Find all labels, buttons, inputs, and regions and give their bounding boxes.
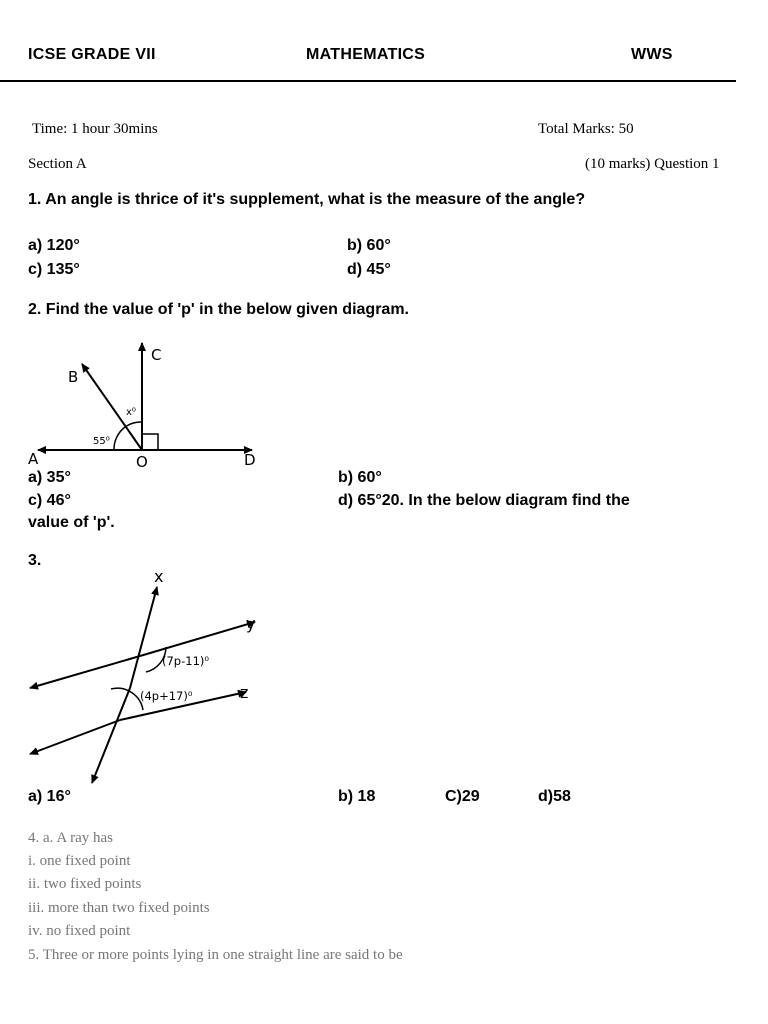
angle-x-label: x⁰ [126,407,136,418]
q4-option-iv: iv. no fixed point [28,923,131,939]
q2-option-d: d) 65°20. In the below diagram find the [338,492,630,509]
label-B: B [68,368,79,386]
question-5-text: 5. Three or more points lying in one straight line are said to be [28,947,403,963]
q1-option-a: a) 120° [28,237,80,254]
header-school: WWS [631,46,673,63]
q3-option-c: C)29 [445,788,480,805]
header-subject: MATHEMATICS [306,46,426,63]
q1-option-d: d) 45° [347,261,391,278]
q1-option-c: c) 135° [28,261,80,278]
total-marks: Total Marks: 50 [538,121,634,137]
label-C: C [151,346,162,364]
question-4-text: 4. a. A ray has [28,830,113,846]
question-3-number: 3. [28,552,42,569]
q3-option-b: b) 18 [338,788,376,805]
q2-option-continuation: value of 'p'. [28,514,115,531]
q2-option-b: b) 60° [338,469,382,486]
section-title: Section A [28,156,87,172]
section-marks: (10 marks) Question 1 [585,156,720,172]
label-z: z [240,683,249,702]
parallel-lines-diagram-q3 [20,565,280,790]
q4-option-iii: iii. more than two fixed points [28,900,210,916]
question-2-text: 2. Find the value of 'p' in the below given diagram. [28,301,409,318]
label-x: x [154,567,164,586]
label-D: D [244,451,256,469]
header-rule-right [243,80,736,82]
q4-option-i: i. one fixed point [28,853,131,869]
question-1-text: 1. An angle is thrice of it's supplement, what is the measure of the angle? [28,191,586,208]
angle-4p-label: (4p+17)⁰ [140,689,193,703]
header-rule-left [0,80,243,82]
q2-option-a: a) 35° [28,469,71,486]
label-y: y [246,614,256,633]
angle-7p-label: (7p-11)⁰ [162,654,209,668]
q1-option-b: b) 60° [347,237,391,254]
label-A: A [28,450,39,468]
time-allowed: Time: 1 hour 30mins [32,121,158,137]
header-grade: ICSE GRADE VII [28,46,156,63]
angle-55-label: 55⁰ [93,436,110,447]
q4-option-ii: ii. two fixed points [28,876,142,892]
label-O: O [136,453,148,470]
angle-diagram-q2 [20,335,270,470]
q3-option-a: a) 16° [28,788,71,805]
q2-option-c: c) 46° [28,492,71,509]
q3-option-d: d)58 [538,788,571,805]
